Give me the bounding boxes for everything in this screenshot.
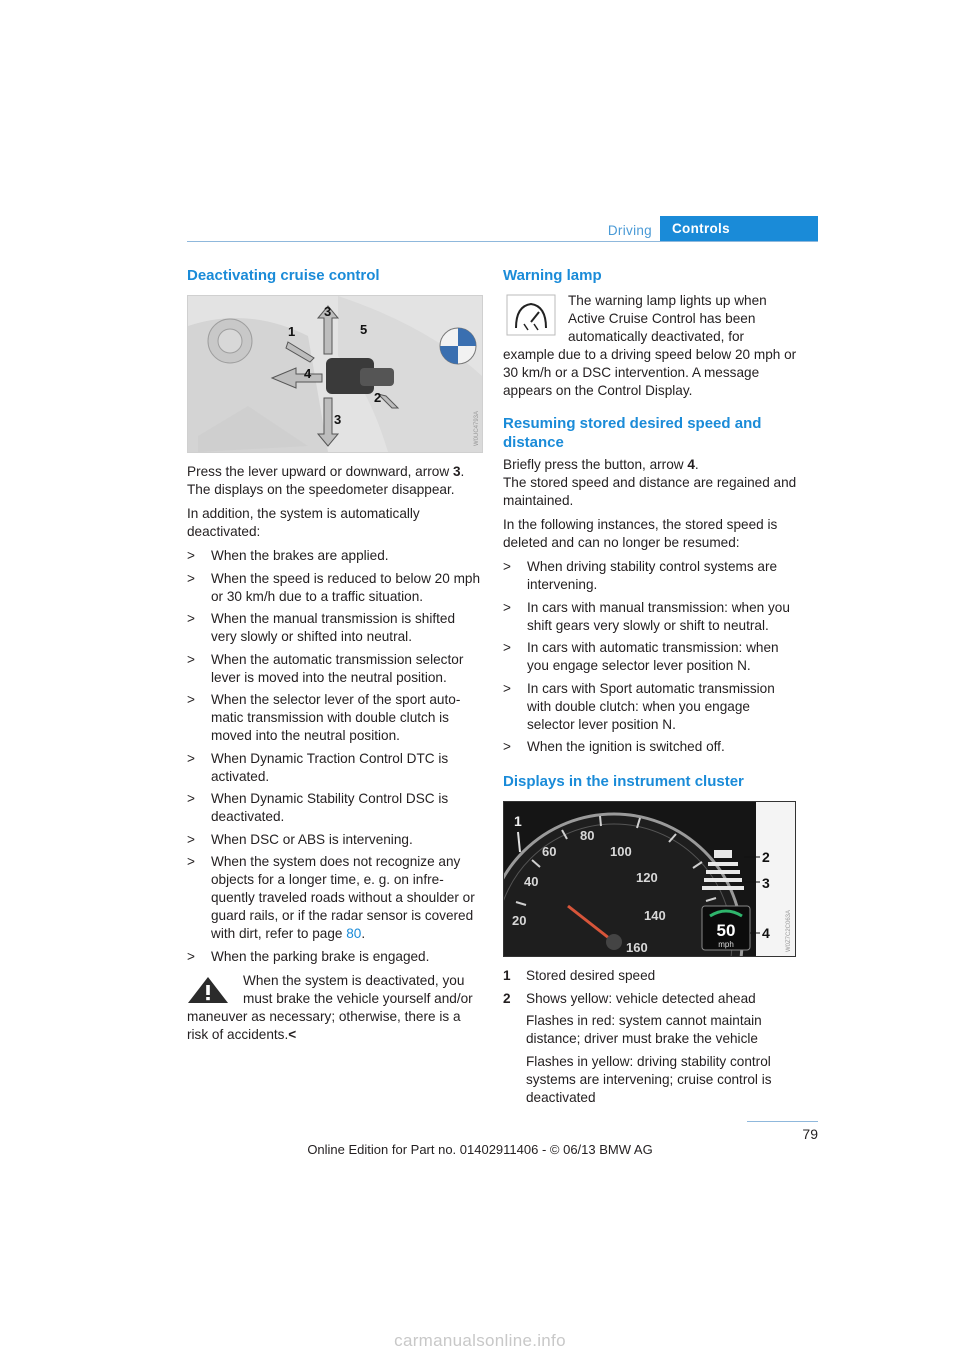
lever-callout-1: 1	[288, 324, 296, 339]
list-item: > When driving stability control systems are intervening.	[503, 559, 778, 592]
watermark: carmanualsonline.info	[394, 1331, 566, 1350]
dial-label: 120	[636, 870, 658, 885]
cluster-callout-2: 2	[762, 849, 770, 865]
dial-label: 100	[610, 844, 632, 859]
chapter-tab[interactable]: Controls	[660, 216, 818, 242]
cluster-figure	[503, 801, 796, 957]
dial-label: 160	[626, 940, 648, 955]
lever-figure	[187, 295, 483, 453]
page-number-rule	[747, 1121, 818, 1122]
page-number: 79	[802, 1126, 818, 1142]
footer-edition: Online Edition for Part no. 01402911406 - © 06/13 BMW AG	[307, 1142, 653, 1157]
list-item: > When the system does not recognize any objects for a longer time, e. g. on infre-quently traveled roads without a shoulder or guard rails, or if the radar sensor is covered with dirt, refer to page 80.	[187, 854, 475, 941]
deactivation-list	[187, 547, 484, 966]
list-item: > In cars with Sport automatic transmission with double clutch: when you engage selector lever position N.	[503, 680, 775, 732]
paragraph-press-lever: Press the lever upward or downward, arrow 3. The displays on the speedometer disappear.	[187, 464, 465, 497]
lever-callout-2: 2	[374, 390, 382, 405]
dial-label: 20	[512, 913, 527, 928]
cluster-figure-code: W0Z7C2C063A	[786, 909, 792, 952]
dial-label: 60	[542, 844, 557, 859]
heading-warning-lamp: Warning lamp	[503, 267, 602, 284]
list-item: > When DSC or ABS is intervening.	[187, 831, 413, 847]
lever-figure-code: W0UC4793A	[474, 410, 480, 446]
left-column	[187, 266, 484, 1044]
list-item: > When the speed is reduced to below 20 mph or 30 km/h due to a traffic situation.	[187, 570, 481, 604]
heading-resuming: Resuming stored desired speed and distance	[503, 415, 762, 451]
list-item: > When Dynamic Traction Control DTC is activated.	[187, 750, 449, 784]
end-mark: <	[288, 1026, 297, 1042]
lever-callout-3: 3	[324, 304, 332, 319]
lever-callout-5: 5	[360, 322, 368, 337]
legend-sub-yellow: Flashes in yellow: driving stability control systems are intervening; cruise control is deactivated	[526, 1053, 772, 1105]
warning-note: When the system is deactivated, you must brake the vehicle yourself and/or maneuver as necessary; otherwise, there is a risk of accidents.<	[187, 972, 473, 1042]
lever-callout-3b: 3	[334, 412, 342, 427]
section-label: Driving	[607, 223, 652, 238]
resume-exceptions-list	[503, 558, 798, 756]
legend-item: 1 Stored desired speed	[503, 968, 656, 983]
stored-speed-value: 50	[716, 921, 736, 940]
paragraph-regained: The stored speed and distance are regained and maintained.	[503, 475, 797, 508]
list-item: > When the parking brake is engaged.	[187, 948, 430, 964]
list-item: > When the ignition is switched off.	[503, 739, 725, 754]
paragraph-auto-deactivated: In addition, the system is automatically deactivated:	[187, 506, 420, 539]
right-column	[503, 266, 798, 1111]
cluster-callout-4: 4	[762, 925, 770, 941]
list-item: > In cars with manual transmission: when you shift gears very slowly or shift to neutral.	[503, 599, 790, 633]
warning-triangle-icon	[187, 976, 229, 1004]
stored-speed-unit: mph	[718, 940, 734, 949]
list-item: > When the brakes are applied.	[187, 548, 389, 563]
legend-sub-red: Flashes in red: system cannot maintain distance; driver must brake the vehicle	[526, 1013, 762, 1046]
dial-label: 140	[644, 908, 666, 923]
legend-item: 2 Shows yellow: vehicle detected ahead	[503, 990, 756, 1006]
list-item: > When Dynamic Stability Control DSC is deactivated.	[187, 791, 449, 824]
header-rule	[187, 241, 818, 242]
cruise-warning-lamp-icon	[506, 294, 556, 336]
page-link-80[interactable]: 80	[346, 926, 362, 941]
list-item: > When the selector lever of the sport auto-matic transmission with double clutch is moved into the neutral position.	[187, 692, 461, 743]
heading-deactivating: Deactivating cruise control	[187, 267, 380, 284]
cluster-callout-3: 3	[762, 875, 770, 891]
cluster-legend	[503, 967, 798, 1008]
list-item: > In cars with automatic transmission: when you engage selector lever position N.	[503, 640, 779, 673]
dial-label: 40	[524, 874, 539, 889]
cluster-callout-1: 1	[514, 813, 522, 829]
heading-displays: Displays in the instrument cluster	[503, 773, 744, 790]
dial-label: 80	[580, 828, 595, 843]
paragraph-deleted: In the following instances, the stored speed is deleted and can no longer be resumed:	[503, 517, 778, 550]
warning-lamp-block: The warning lamp lights up when Active Cruise Control has been automatically deactivated, for example due to a driving speed below 20 mph or 30 km/h or a DSC intervention. A message appears on the Control Display.	[503, 293, 797, 398]
lever-callout-4: 4	[304, 366, 312, 381]
list-item: > When the manual transmission is shifted very slowly or shifted into neutral.	[187, 611, 456, 644]
paragraph-press-button: Briefly press the button, arrow 4.	[503, 457, 699, 472]
list-item: > When the automatic transmission selector lever is moved into the neutral position.	[187, 651, 464, 685]
